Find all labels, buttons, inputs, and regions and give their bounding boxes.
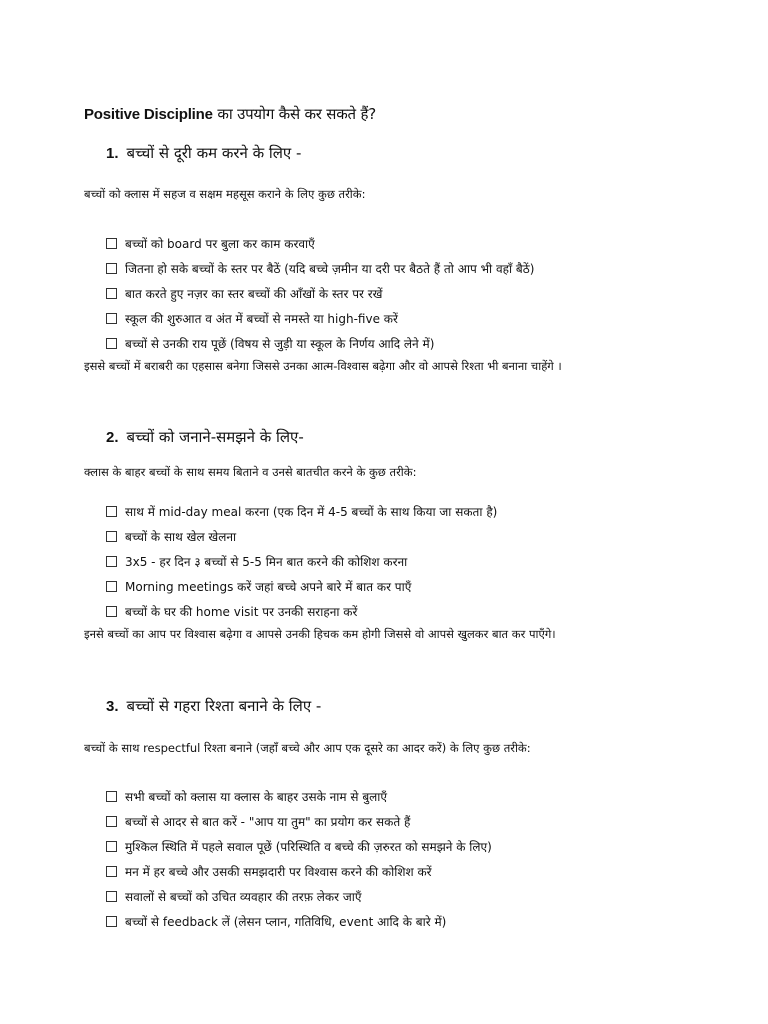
checklist-item-label: साथ में mid-day meal करना (एक दिन में 4-5 बच्चों के साथ किया जा सकता है) bbox=[125, 505, 498, 519]
section-heading-text: बच्चों से गहरा रिश्ता बनाने के लिए - bbox=[126, 697, 322, 715]
checklist-item[interactable] bbox=[106, 578, 411, 595]
section-number: 3. bbox=[106, 698, 119, 715]
checklist-item-label: मुश्किल स्थिति में पहले सवाल पूछें (परिस्थिति व बच्चे की ज़रुरत को समझने के लिए) bbox=[125, 840, 492, 854]
page-title bbox=[84, 104, 376, 124]
section-3-heading bbox=[106, 696, 321, 716]
checkbox-icon[interactable] bbox=[106, 338, 117, 349]
checklist-item[interactable] bbox=[106, 838, 492, 855]
section-heading-text: बच्चों से दूरी कम करने के लिए - bbox=[126, 144, 302, 162]
checkbox-icon[interactable] bbox=[106, 238, 117, 249]
checklist-item-label: बच्चों के घर की home visit पर उनकी सराहना करें bbox=[125, 605, 358, 619]
checklist-item-label: बच्चों को board पर बुला कर काम करवाएँ bbox=[125, 237, 315, 251]
checkbox-icon[interactable] bbox=[106, 891, 117, 902]
checkbox-icon[interactable] bbox=[106, 506, 117, 517]
section-2-outro: इनसे बच्चों का आप पर विश्वास बढ़ेगा व आपसे उनकी हिचक कम होगी जिससे वो आपसे खुलकर बात कर पाएँगे। bbox=[84, 627, 556, 641]
checklist-item-label: सवालों से बच्चों को उचित व्यवहार की तरफ़ लेकर जाएँ bbox=[125, 890, 362, 904]
checklist-item[interactable] bbox=[106, 310, 398, 327]
checklist-item[interactable] bbox=[106, 260, 534, 277]
section-3-intro: बच्चों के साथ respectful रिश्ता बनाने (जहाँ बच्चे और आप एक दूसरे का आदर करें) के लिए कुछ तरीके: bbox=[84, 741, 531, 755]
checklist-item[interactable] bbox=[106, 788, 387, 805]
checklist-item[interactable] bbox=[106, 285, 382, 302]
checkbox-icon[interactable] bbox=[106, 791, 117, 802]
checklist-item-label: मन में हर बच्चे और उसकी समझदारी पर विश्वास करने की कोशिश करें bbox=[125, 865, 432, 879]
checklist-item[interactable] bbox=[106, 235, 315, 252]
section-1-outro: इससे बच्चों में बराबरी का एहसास बनेगा जिससे उनका आत्म-विश्वास बढ़ेगा और वो आपसे रिश्ता भी बनाना चाहेंगे । bbox=[84, 359, 562, 373]
section-heading-text: बच्चों को जनाने-समझने के लिए- bbox=[126, 428, 304, 446]
checkbox-icon[interactable] bbox=[106, 841, 117, 852]
checklist-item[interactable] bbox=[106, 863, 432, 880]
checklist-item[interactable] bbox=[106, 603, 357, 620]
checkbox-icon[interactable] bbox=[106, 581, 117, 592]
checklist-item[interactable] bbox=[106, 813, 410, 830]
checkbox-icon[interactable] bbox=[106, 606, 117, 617]
checklist-item-label: स्कूल की शुरुआत व अंत में बच्चों से नमस्ते या high-five करें bbox=[125, 312, 398, 326]
checklist-item-label: 3x5 - हर दिन ३ बच्चों से 5-5 मिन बात करने की कोशिश करना bbox=[125, 555, 408, 569]
checkbox-icon[interactable] bbox=[106, 313, 117, 324]
checklist-item[interactable] bbox=[106, 888, 362, 905]
checklist-item-label: बात करते हुए नज़र का स्तर बच्चों की आँखों के स्तर पर रखें bbox=[125, 287, 383, 301]
section-number: 2. bbox=[106, 429, 119, 446]
checklist-item[interactable] bbox=[106, 913, 446, 930]
checklist-item-label: बच्चों से आदर से बात करें - "आप या तुम" का प्रयोग कर सकते हैं bbox=[125, 815, 411, 829]
checklist-item[interactable] bbox=[106, 553, 407, 570]
title-latin: Positive Discipline bbox=[84, 106, 213, 123]
section-2-intro: क्लास के बाहर बच्चों के साथ समय बिताने व उनसे बातचीत करने के कुछ तरीके: bbox=[84, 465, 417, 479]
checklist-item[interactable] bbox=[106, 503, 497, 520]
section-1-heading bbox=[106, 143, 301, 163]
checkbox-icon[interactable] bbox=[106, 288, 117, 299]
checkbox-icon[interactable] bbox=[106, 263, 117, 274]
section-1-intro: बच्चों को क्लास में सहज व सक्षम महसूस कराने के लिए कुछ तरीके: bbox=[84, 187, 366, 201]
checklist-item-label: Morning meetings करें जहां बच्चे अपने बारे में बात कर पाएँ bbox=[125, 580, 412, 594]
checklist-item-label: बच्चों के साथ खेल खेलना bbox=[125, 530, 237, 544]
section-2-heading bbox=[106, 427, 304, 447]
checkbox-icon[interactable] bbox=[106, 556, 117, 567]
checklist-item-label: जितना हो सके बच्चों के स्तर पर बैठें (यदि बच्चे ज़मीन या दरी पर बैठते हैं तो आप भी वहाँ बैठें) bbox=[125, 262, 535, 276]
checklist-item[interactable] bbox=[106, 528, 236, 545]
checklist-item-label: बच्चों से उनकी राय पूछें (विषय से जुड़ी या स्कूल के निर्णय आदि लेने में) bbox=[125, 337, 435, 351]
checkbox-icon[interactable] bbox=[106, 531, 117, 542]
section-number: 1. bbox=[106, 145, 119, 162]
checklist-item[interactable] bbox=[106, 335, 434, 352]
checkbox-icon[interactable] bbox=[106, 866, 117, 877]
checkbox-icon[interactable] bbox=[106, 816, 117, 827]
checklist-item-label: सभी बच्चों को क्लास या क्लास के बाहर उसके नाम से बुलाएँ bbox=[125, 790, 388, 804]
title-hindi: का उपयोग कैसे कर सकते हैं? bbox=[212, 105, 376, 123]
checklist-item-label: बच्चों से feedback लें (लेसन प्लान, गतिविधि, event आदि के बारे में) bbox=[125, 915, 447, 929]
checkbox-icon[interactable] bbox=[106, 916, 117, 927]
